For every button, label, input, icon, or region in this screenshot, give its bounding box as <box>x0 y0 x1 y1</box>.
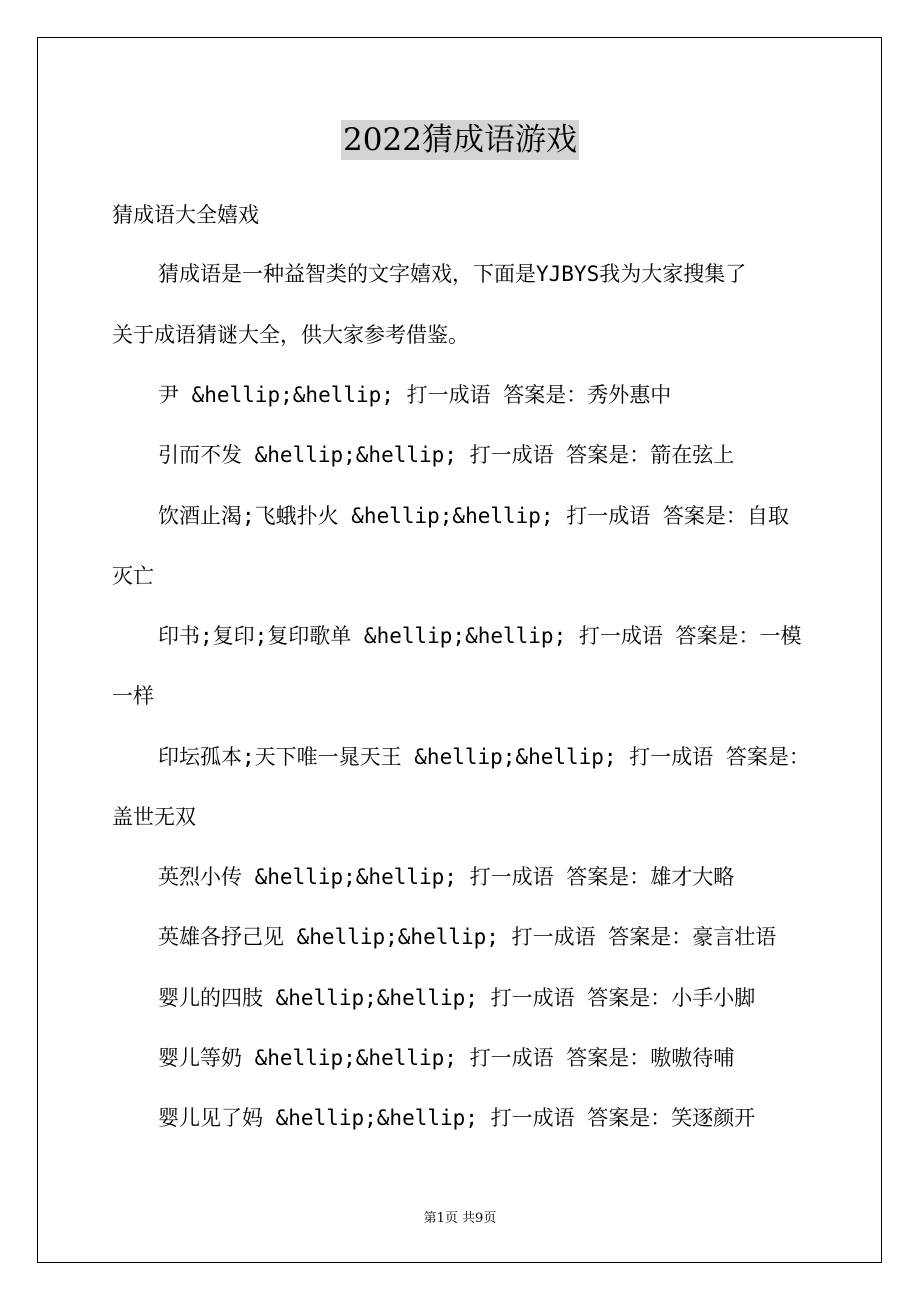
document-title <box>0 114 920 159</box>
riddle-line-continuation: 一样 <box>112 684 154 708</box>
riddle-line-continuation: 灭亡 <box>112 564 154 588</box>
riddle-line: 印坛孤本;天下唯一晁天王 &hellip;&hellip; 打一成语 答案是： <box>158 745 810 769</box>
riddle-line: 婴儿等奶 &hellip;&hellip; 打一成语 答案是：嗷嗷待哺 <box>158 1046 735 1070</box>
riddle-line: 英雄各抒己见 &hellip;&hellip; 打一成语 答案是：豪言壮语 <box>158 925 777 949</box>
riddle-line: 婴儿见了妈 &hellip;&hellip; 打一成语 答案是：笑逐颜开 <box>158 1106 756 1130</box>
riddle-line: 婴儿的四肢 &hellip;&hellip; 打一成语 答案是：小手小脚 <box>158 986 756 1010</box>
riddle-line: 引而不发 &hellip;&hellip; 打一成语 答案是：箭在弦上 <box>158 443 735 467</box>
document-title-text: 2022猜成语游戏 <box>343 122 577 158</box>
section-heading: 猜成语大全嬉戏 <box>112 203 259 227</box>
riddle-line: 尹 &hellip;&hellip; 打一成语 答案是：秀外惠中 <box>158 383 672 407</box>
paragraph-line: 关于成语猜谜大全，供大家参考借鉴。 <box>112 323 469 347</box>
riddle-line: 英烈小传 &hellip;&hellip; 打一成语 答案是：雄才大略 <box>158 865 735 889</box>
riddle-line: 饮酒止渴;飞蛾扑火 &hellip;&hellip; 打一成语 答案是：自取 <box>158 504 789 528</box>
page-footer: 第1页 共9页 <box>423 1211 497 1226</box>
riddle-line: 印书;复印;复印歌单 &hellip;&hellip; 打一成语 答案是：一模 <box>158 624 802 648</box>
paragraph-line: 猜成语是一种益智类的文字嬉戏，下面是YJBYS我为大家搜集了 <box>158 262 747 286</box>
riddle-line-continuation: 盖世无双 <box>112 805 196 829</box>
